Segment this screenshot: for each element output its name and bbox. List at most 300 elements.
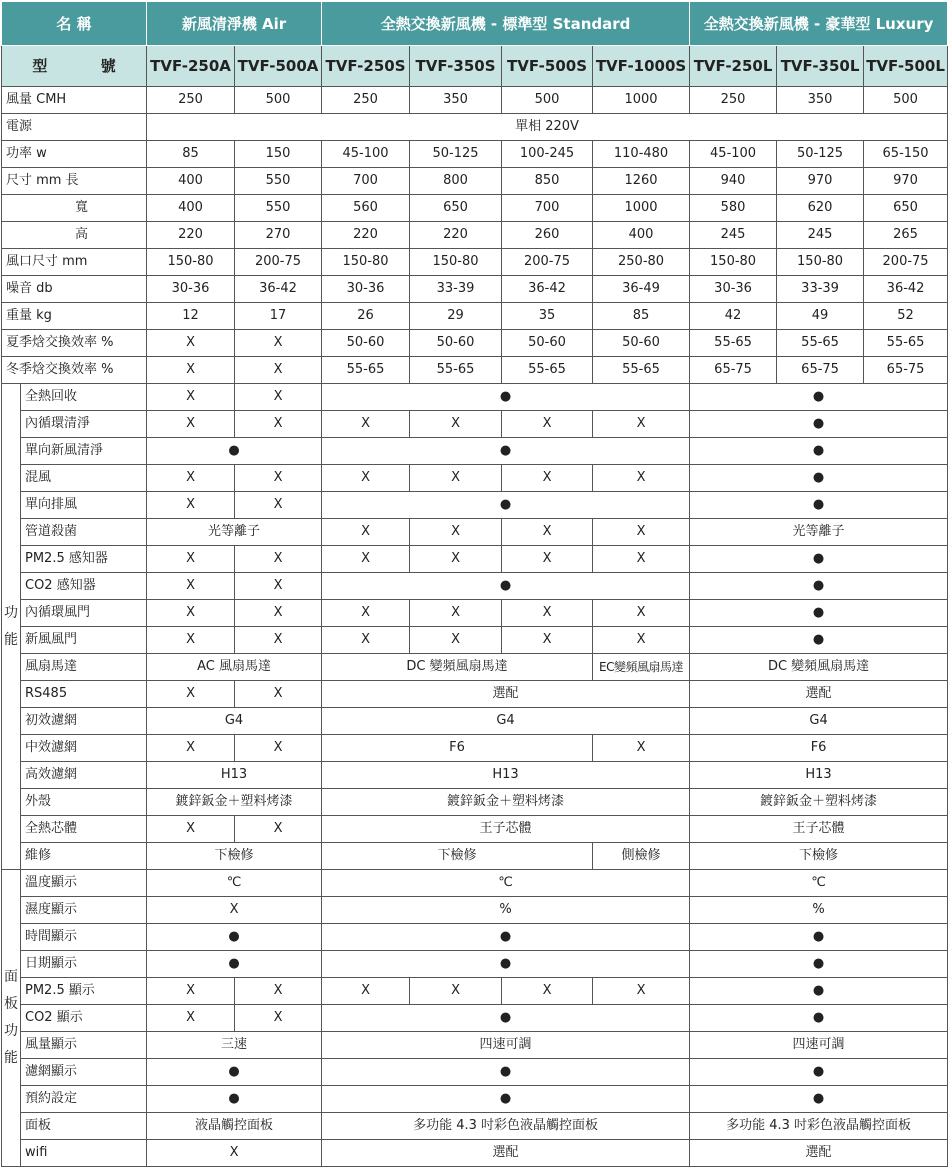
row-label: 高效濾網 (21, 762, 147, 789)
cell: X (502, 546, 593, 573)
cell: ● (690, 951, 948, 978)
cell: 220 (147, 222, 235, 249)
cell: 400 (593, 222, 690, 249)
row-label: 內循環清淨 (21, 411, 147, 438)
cell: 500 (502, 87, 593, 114)
cell: 400 (147, 168, 235, 195)
cell: 30-36 (147, 276, 235, 303)
cell: 33-39 (410, 276, 502, 303)
cell: 王子芯體 (322, 816, 690, 843)
cell: 650 (410, 195, 502, 222)
model-name: TVF-250A (147, 46, 235, 87)
cell: 55-65 (593, 357, 690, 384)
cell: 150-80 (410, 249, 502, 276)
cell: X (593, 411, 690, 438)
row-label: PM2.5 顯示 (21, 978, 147, 1005)
func-row-core (2, 816, 948, 843)
cell: 55-65 (864, 330, 948, 357)
cell: 940 (690, 168, 777, 195)
row-label: CO2 感知器 (21, 573, 147, 600)
cell: ● (690, 384, 948, 411)
spec-row-airflow (2, 87, 948, 114)
cell: X (147, 978, 235, 1005)
cell: X (322, 978, 410, 1005)
cell: X (593, 978, 690, 1005)
panel-row-filter (2, 1059, 948, 1086)
cell: H13 (690, 762, 948, 789)
cell: G4 (322, 708, 690, 735)
cell: 150-80 (147, 249, 235, 276)
cell: 580 (690, 195, 777, 222)
cell: X (235, 384, 322, 411)
cell: 30-36 (322, 276, 410, 303)
spec-row-winter (2, 357, 948, 384)
cell: X (322, 411, 410, 438)
cell: X (593, 546, 690, 573)
cell: ℃ (322, 870, 690, 897)
cell: 150-80 (777, 249, 864, 276)
cell: 45-100 (690, 141, 777, 168)
cell: 350 (777, 87, 864, 114)
cell: 55-65 (322, 357, 410, 384)
panel-row-wifi (2, 1140, 948, 1167)
func-row-internal-clean (2, 411, 948, 438)
cell: ● (690, 627, 948, 654)
cell: ● (690, 465, 948, 492)
cell: X (235, 681, 322, 708)
cell: 36-42 (235, 276, 322, 303)
row-label: 重量 kg (2, 303, 147, 330)
cell: ● (690, 546, 948, 573)
cell: ● (147, 924, 322, 951)
model-name: TVF-500L (864, 46, 948, 87)
cell: 50-60 (410, 330, 502, 357)
cell: X (147, 627, 235, 654)
func-row-heat-recovery (2, 384, 948, 411)
spec-row-duct (2, 249, 948, 276)
cell: F6 (322, 735, 593, 762)
row-label: 內循環風門 (21, 600, 147, 627)
cell: 970 (777, 168, 864, 195)
row-label: 時間顯示 (21, 924, 147, 951)
cell: 65-75 (864, 357, 948, 384)
row-label: 噪音 db (2, 276, 147, 303)
cell: 鍍鋅鈑金＋塑料烤漆 (690, 789, 948, 816)
cell: 200-75 (235, 249, 322, 276)
cell: ● (690, 1005, 948, 1032)
panel-row-temp (2, 870, 948, 897)
cell: X (593, 627, 690, 654)
row-label: 尺寸 mm 長 (2, 168, 147, 195)
group-luxury: 全熱交換新風機 - 豪華型 Luxury (690, 2, 948, 46)
header-row-groups (2, 2, 948, 46)
cell: EC變頻風扇馬達 (593, 654, 690, 681)
cell: 液晶觸控面板 (147, 1113, 322, 1140)
cell: 50-60 (502, 330, 593, 357)
cell: X (147, 546, 235, 573)
cell: AC 風扇馬達 (147, 654, 322, 681)
cell: ● (690, 411, 948, 438)
cell: X (235, 978, 322, 1005)
cell: 多功能 4.3 吋彩色液晶觸控面板 (322, 1113, 690, 1140)
cell: 下檢修 (147, 843, 322, 870)
spec-row-length (2, 168, 948, 195)
cell: X (235, 411, 322, 438)
cell: X (235, 492, 322, 519)
cell: X (147, 411, 235, 438)
cell: 700 (502, 195, 593, 222)
cell: 150-80 (690, 249, 777, 276)
function-group-text: 功能 (4, 604, 18, 648)
row-label: RS485 (21, 681, 147, 708)
cell: X (410, 627, 502, 654)
cell: X (502, 411, 593, 438)
cell: X (322, 519, 410, 546)
model-name: TVF-1000S (593, 46, 690, 87)
cell: X (502, 519, 593, 546)
func-row-oneway-exhaust (2, 492, 948, 519)
spec-row-width (2, 195, 948, 222)
cell: X (235, 816, 322, 843)
func-row-internal-damper (2, 600, 948, 627)
cell: 四速可調 (322, 1032, 690, 1059)
cell: ℃ (147, 870, 322, 897)
cell: 850 (502, 168, 593, 195)
cell: X (502, 978, 593, 1005)
cell: X (322, 465, 410, 492)
cell: 110-480 (593, 141, 690, 168)
cell: X (235, 735, 322, 762)
model-name: TVF-500A (235, 46, 322, 87)
cell: 選配 (690, 1140, 948, 1167)
row-label: 冬季焓交換效率 % (2, 357, 147, 384)
row-label: 面板 (21, 1113, 147, 1140)
cell: 65-75 (690, 357, 777, 384)
cell: 250 (322, 87, 410, 114)
cell: ● (690, 1086, 948, 1113)
cell: X (593, 465, 690, 492)
panel-group-label (2, 870, 21, 1167)
cell: X (410, 465, 502, 492)
cell: X (235, 465, 322, 492)
cell: X (147, 735, 235, 762)
cell: 55-65 (690, 330, 777, 357)
cell: X (235, 330, 322, 357)
spec-row-power (2, 141, 948, 168)
cell: 65-150 (864, 141, 948, 168)
cell: X (593, 735, 690, 762)
cell: 三速 (147, 1032, 322, 1059)
cell: ● (147, 1086, 322, 1113)
cell: X (147, 573, 235, 600)
cell: 49 (777, 303, 864, 330)
cell: X (147, 897, 322, 924)
cell: ● (147, 951, 322, 978)
cell: X (235, 546, 322, 573)
cell: 側檢修 (593, 843, 690, 870)
cell: X (147, 1005, 235, 1032)
row-label: 風量 CMH (2, 87, 147, 114)
panel-row-time (2, 924, 948, 951)
cell: 四速可調 (690, 1032, 948, 1059)
cell: 50-125 (777, 141, 864, 168)
cell: X (502, 465, 593, 492)
cell: X (235, 357, 322, 384)
cell: ● (322, 951, 690, 978)
row-label: 混風 (21, 465, 147, 492)
row-label: 濕度顯示 (21, 897, 147, 924)
func-row-rs485 (2, 681, 948, 708)
cell: 1000 (593, 87, 690, 114)
cell: 多功能 4.3 吋彩色液晶觸控面板 (690, 1113, 948, 1140)
cell: X (147, 816, 235, 843)
cell: 200-75 (502, 249, 593, 276)
cell: X (593, 519, 690, 546)
cell: 550 (235, 168, 322, 195)
row-label: 新風風門 (21, 627, 147, 654)
cell: X (235, 573, 322, 600)
cell: ● (690, 978, 948, 1005)
panel-row-humidity (2, 897, 948, 924)
cell: 單相 220V (147, 114, 948, 141)
row-label: 風量顯示 (21, 1032, 147, 1059)
func-row-mixing (2, 465, 948, 492)
row-label: 濾網顯示 (21, 1059, 147, 1086)
cell: 350 (410, 87, 502, 114)
cell: 150-80 (322, 249, 410, 276)
cell: X (235, 1005, 322, 1032)
panel-row-co2 (2, 1005, 948, 1032)
func-row-mid-filter (2, 735, 948, 762)
cell: X (147, 492, 235, 519)
func-row-maintenance (2, 843, 948, 870)
panel-row-panel-type (2, 1113, 948, 1140)
cell: 50-60 (322, 330, 410, 357)
spec-row-weight (2, 303, 948, 330)
spec-row-height (2, 222, 948, 249)
cell: ℃ (690, 870, 948, 897)
cell: X (322, 600, 410, 627)
row-label: 夏季焓交換效率 % (2, 330, 147, 357)
cell: 800 (410, 168, 502, 195)
row-label: 維修 (21, 843, 147, 870)
cell: G4 (690, 708, 948, 735)
panel-row-date (2, 951, 948, 978)
cell: ● (690, 573, 948, 600)
cell: 選配 (322, 1140, 690, 1167)
cell: ● (690, 492, 948, 519)
spec-row-noise (2, 276, 948, 303)
func-row-oneway-fresh (2, 438, 948, 465)
row-label: 初效濾網 (21, 708, 147, 735)
cell: 55-65 (410, 357, 502, 384)
spec-table (1, 1, 948, 1167)
cell: X (322, 546, 410, 573)
row-label: 預約設定 (21, 1086, 147, 1113)
cell: 500 (864, 87, 948, 114)
row-label: 溫度顯示 (21, 870, 147, 897)
cell: % (322, 897, 690, 924)
cell: X (147, 1140, 322, 1167)
cell: 270 (235, 222, 322, 249)
cell: 970 (864, 168, 948, 195)
func-row-duct-sterilize (2, 519, 948, 546)
cell: 12 (147, 303, 235, 330)
cell: 700 (322, 168, 410, 195)
cell: 250-80 (593, 249, 690, 276)
name-label: 名 稱 (2, 2, 147, 46)
cell: 45-100 (322, 141, 410, 168)
cell: 35 (502, 303, 593, 330)
cell: 光等離子 (690, 519, 948, 546)
model-name: TVF-500S (502, 46, 593, 87)
cell: ● (690, 600, 948, 627)
panel-row-schedule (2, 1086, 948, 1113)
cell: ● (322, 438, 690, 465)
panel-group-text: 面板功能 (4, 969, 18, 1066)
header-row-models (2, 46, 948, 87)
cell: % (690, 897, 948, 924)
cell: G4 (147, 708, 322, 735)
cell: 鍍鋅鈑金＋塑料烤漆 (147, 789, 322, 816)
cell: ● (322, 1059, 690, 1086)
func-row-hepa (2, 762, 948, 789)
cell: ● (690, 438, 948, 465)
cell: 85 (147, 141, 235, 168)
cell: X (410, 546, 502, 573)
cell: X (322, 627, 410, 654)
row-label: 單向排風 (21, 492, 147, 519)
cell: 85 (593, 303, 690, 330)
cell: 36-42 (864, 276, 948, 303)
row-label: 風扇馬達 (21, 654, 147, 681)
cell: 55-65 (502, 357, 593, 384)
cell: 550 (235, 195, 322, 222)
cell: 620 (777, 195, 864, 222)
cell: X (147, 330, 235, 357)
spec-row-power-source (2, 114, 948, 141)
group-air: 新風清淨機 Air (147, 2, 322, 46)
cell: 220 (322, 222, 410, 249)
cell: X (235, 627, 322, 654)
model-name: TVF-350S (410, 46, 502, 87)
group-standard: 全熱交換新風機 - 標準型 Standard (322, 2, 690, 46)
model-label: 型 號 (2, 46, 147, 87)
cell: 50-60 (593, 330, 690, 357)
row-label: 中效濾網 (21, 735, 147, 762)
cell: 55-65 (777, 330, 864, 357)
cell: 245 (690, 222, 777, 249)
cell: ● (147, 1059, 322, 1086)
cell: X (147, 357, 235, 384)
cell: X (147, 465, 235, 492)
cell: 鍍鋅鈑金＋塑料烤漆 (322, 789, 690, 816)
cell: 150 (235, 141, 322, 168)
cell: 1260 (593, 168, 690, 195)
row-label: PM2.5 感知器 (21, 546, 147, 573)
cell: 50-125 (410, 141, 502, 168)
func-row-fan-motor (2, 654, 948, 681)
panel-row-pm25 (2, 978, 948, 1005)
cell: F6 (690, 735, 948, 762)
cell: 500 (235, 87, 322, 114)
row-label: 管道殺菌 (21, 519, 147, 546)
cell: 250 (147, 87, 235, 114)
func-row-pm25-sensor (2, 546, 948, 573)
cell: X (502, 600, 593, 627)
cell: 650 (864, 195, 948, 222)
cell: H13 (322, 762, 690, 789)
cell: ● (322, 492, 690, 519)
cell: X (410, 411, 502, 438)
cell: 400 (147, 195, 235, 222)
cell: X (147, 681, 235, 708)
cell: 29 (410, 303, 502, 330)
cell: 200-75 (864, 249, 948, 276)
row-label: 電源 (2, 114, 147, 141)
func-row-pre-filter (2, 708, 948, 735)
cell: DC 變頻風扇馬達 (322, 654, 593, 681)
row-label: 高 (2, 222, 147, 249)
spec-row-summer (2, 330, 948, 357)
cell: ● (322, 1086, 690, 1113)
model-name: TVF-250L (690, 46, 777, 87)
cell: 265 (864, 222, 948, 249)
model-name: TVF-350L (777, 46, 864, 87)
cell: X (147, 600, 235, 627)
cell: 26 (322, 303, 410, 330)
cell: X (235, 600, 322, 627)
cell: 下檢修 (690, 843, 948, 870)
func-row-shell (2, 789, 948, 816)
row-label: 全熱回收 (21, 384, 147, 411)
cell: ● (690, 1059, 948, 1086)
row-label: 單向新風清淨 (21, 438, 147, 465)
cell: 光等離子 (147, 519, 322, 546)
cell: 100-245 (502, 141, 593, 168)
cell: 17 (235, 303, 322, 330)
cell: 選配 (690, 681, 948, 708)
cell: X (593, 600, 690, 627)
cell: X (410, 978, 502, 1005)
cell: ● (690, 924, 948, 951)
panel-row-airflow (2, 1032, 948, 1059)
cell: ● (322, 924, 690, 951)
row-label: wifi (21, 1140, 147, 1167)
func-row-co2-sensor (2, 573, 948, 600)
cell: X (147, 384, 235, 411)
cell: 1000 (593, 195, 690, 222)
cell: X (410, 600, 502, 627)
row-label: CO2 顯示 (21, 1005, 147, 1032)
function-group-label (2, 384, 21, 870)
model-name: TVF-250S (322, 46, 410, 87)
cell: 245 (777, 222, 864, 249)
row-label: 風口尺寸 mm (2, 249, 147, 276)
cell: 42 (690, 303, 777, 330)
row-label: 寬 (2, 195, 147, 222)
cell: 選配 (322, 681, 690, 708)
cell: 260 (502, 222, 593, 249)
cell: ● (322, 1005, 690, 1032)
cell: 33-39 (777, 276, 864, 303)
cell: 下檢修 (322, 843, 593, 870)
cell: 36-42 (502, 276, 593, 303)
cell: 220 (410, 222, 502, 249)
cell: DC 變頻風扇馬達 (690, 654, 948, 681)
cell: 560 (322, 195, 410, 222)
cell: 65-75 (777, 357, 864, 384)
